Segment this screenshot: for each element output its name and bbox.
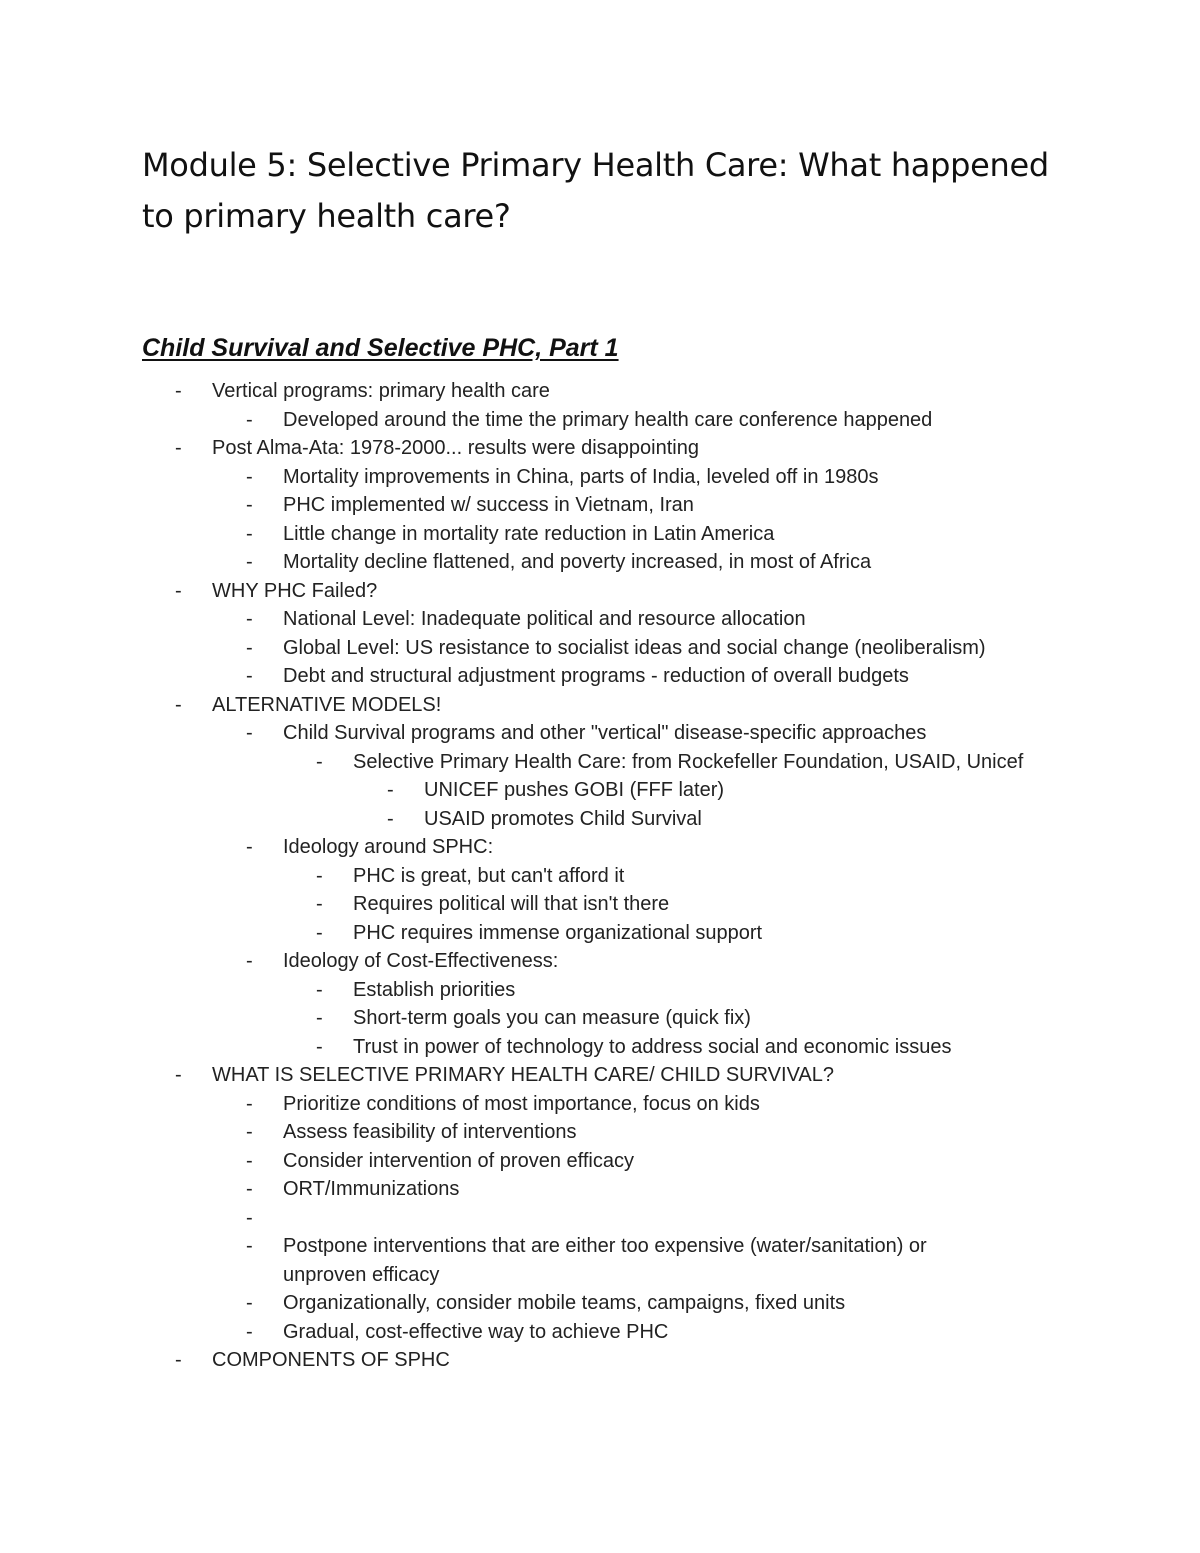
outline-item (0, 434, 1200, 463)
outline-item (0, 805, 1200, 834)
outline-item-text: Selective Primary Health Care: from Rockefeller Foundation, USAID, Unicef (353, 750, 1024, 773)
outline-item (0, 1232, 1200, 1289)
bullet-dash: - (246, 836, 253, 858)
outline-item-text: ALTERNATIVE MODELS! (212, 693, 442, 716)
outline-item (0, 1090, 1200, 1119)
outline-item (0, 548, 1200, 577)
bullet-dash: - (246, 1206, 253, 1229)
bullet-dash: - (246, 1149, 253, 1172)
outline-item-text: Child Survival programs and other "vertical" disease-specific approaches (283, 722, 927, 744)
bullet-dash: - (246, 1092, 253, 1115)
outline-item-text: Establish priorities (353, 978, 516, 1001)
outline-item-text: Requires political will that isn't there (353, 893, 670, 915)
outline-item (0, 1004, 1200, 1033)
outline-item (0, 1033, 1200, 1062)
outline-item-text: Gradual, cost-effective way to achieve PHC (283, 1320, 669, 1343)
bullet-dash: - (175, 579, 182, 602)
outline-item (0, 1204, 1200, 1233)
bullet-dash: - (246, 665, 253, 687)
outline-item-text: Vertical programs: primary health care (212, 380, 550, 402)
bullet-dash: - (246, 722, 253, 744)
bullet-dash: - (246, 551, 253, 573)
bullet-dash: - (175, 380, 182, 402)
bullet-dash: - (246, 494, 253, 516)
bullet-dash: - (246, 408, 253, 431)
outline-item-text: Postpone interventions that are either too expensive (water/sanitation) or unproven efficacy (283, 1235, 927, 1286)
outline-item-text: Little change in mortality rate reduction in Latin America (283, 522, 775, 545)
outline-item-text: Developed around the time the primary health care conference happened (283, 408, 933, 431)
outline-item (0, 976, 1200, 1005)
outline-item (0, 1346, 1200, 1375)
outline-item-text: Global Level: US resistance to socialist ideas and social change (neoliberalism) (283, 636, 986, 659)
outline-item-text: WHY PHC Failed? (212, 579, 378, 602)
bullet-dash: - (246, 636, 253, 659)
outline-item-text: Consider intervention of proven efficacy (283, 1149, 634, 1172)
bullet-dash: - (175, 1349, 182, 1371)
bullet-dash: - (316, 893, 323, 915)
bullet-dash: - (316, 1007, 323, 1029)
outline-item (0, 463, 1200, 492)
bullet-dash: - (316, 978, 323, 1001)
bullet-dash: - (246, 1235, 253, 1257)
outline-item (0, 1289, 1200, 1318)
bullet-dash: - (316, 1035, 323, 1058)
outline-item (0, 947, 1200, 976)
outline-item (0, 662, 1200, 691)
bullet-dash: - (316, 921, 323, 944)
bullet-dash: - (246, 1178, 253, 1200)
outline-item-text: USAID promotes Child Survival (424, 807, 702, 830)
outline-item-text: Trust in power of technology to address social and economic issues (353, 1035, 952, 1058)
outline-item-text: Post Alma-Ata: 1978-2000... results were disappointing (212, 437, 699, 459)
bullet-dash: - (316, 864, 323, 887)
bullet-dash: - (387, 807, 394, 830)
outline-item-text: Ideology around SPHC: (283, 836, 494, 858)
bullet-dash: - (246, 1292, 253, 1314)
outline-item-text: WHAT IS SELECTIVE PRIMARY HEALTH CARE/ CHILD SURVIVAL? (212, 1064, 835, 1086)
bullet-dash: - (175, 693, 182, 716)
notes-outline (0, 377, 1200, 1375)
outline-item-text: PHC is great, but can't afford it (353, 864, 625, 887)
bullet-dash: - (175, 1064, 182, 1086)
outline-item (0, 1061, 1200, 1090)
outline-item (0, 1118, 1200, 1147)
section-heading: Child Survival and Selective PHC, Part 1 (142, 334, 619, 362)
outline-item-text: National Level: Inadequate political and resource allocation (283, 608, 806, 630)
outline-item-text: UNICEF pushes GOBI (FFF later) (424, 779, 725, 801)
outline-item (0, 634, 1200, 663)
outline-item (0, 833, 1200, 862)
bullet-dash: - (246, 950, 253, 972)
outline-item (0, 491, 1200, 520)
outline-item (0, 1318, 1200, 1347)
outline-item (0, 748, 1200, 777)
outline-item (0, 919, 1200, 948)
bullet-dash: - (246, 608, 253, 630)
outline-item (0, 377, 1200, 406)
bullet-dash: - (246, 465, 253, 488)
outline-item-text: Organizationally, consider mobile teams, campaigns, fixed units (283, 1292, 846, 1314)
bullet-dash: - (387, 779, 394, 801)
outline-item-text: Mortality improvements in China, parts of India, leveled off in 1980s (283, 465, 879, 488)
bullet-dash: - (246, 1320, 253, 1343)
outline-item-text: Ideology of Cost-Effectiveness: (283, 950, 559, 972)
outline-item (0, 406, 1200, 435)
outline-item-text: Assess feasibility of interventions (283, 1121, 577, 1143)
outline-item (0, 719, 1200, 748)
document-title: Module 5: Selective Primary Health Care: What happened to primary health care? (142, 146, 1049, 235)
bullet-dash: - (246, 522, 253, 545)
outline-item-text: PHC requires immense organizational support (353, 921, 763, 944)
outline-item-text: ORT/Immunizations (283, 1178, 460, 1200)
outline-item-text: COMPONENTS OF SPHC (212, 1349, 450, 1371)
outline-item (0, 691, 1200, 720)
outline-item (0, 776, 1200, 805)
outline-item-text: Debt and structural adjustment programs - reduction of overall budgets (283, 665, 909, 687)
outline-item-text: PHC implemented w/ success in Vietnam, Iran (283, 494, 694, 516)
outline-item-text: Prioritize conditions of most importance, focus on kids (283, 1092, 760, 1115)
outline-item (0, 605, 1200, 634)
outline-item-text: Short-term goals you can measure (quick fix) (353, 1007, 751, 1029)
outline-item (0, 890, 1200, 919)
outline-item (0, 862, 1200, 891)
outline-item (0, 577, 1200, 606)
bullet-dash: - (316, 750, 323, 773)
outline-item (0, 520, 1200, 549)
outline-item-text: Mortality decline flattened, and poverty increased, in most of Africa (283, 551, 872, 573)
outline-item (0, 1147, 1200, 1176)
bullet-dash: - (246, 1121, 253, 1143)
outline-item (0, 1175, 1200, 1204)
bullet-dash: - (175, 437, 182, 459)
